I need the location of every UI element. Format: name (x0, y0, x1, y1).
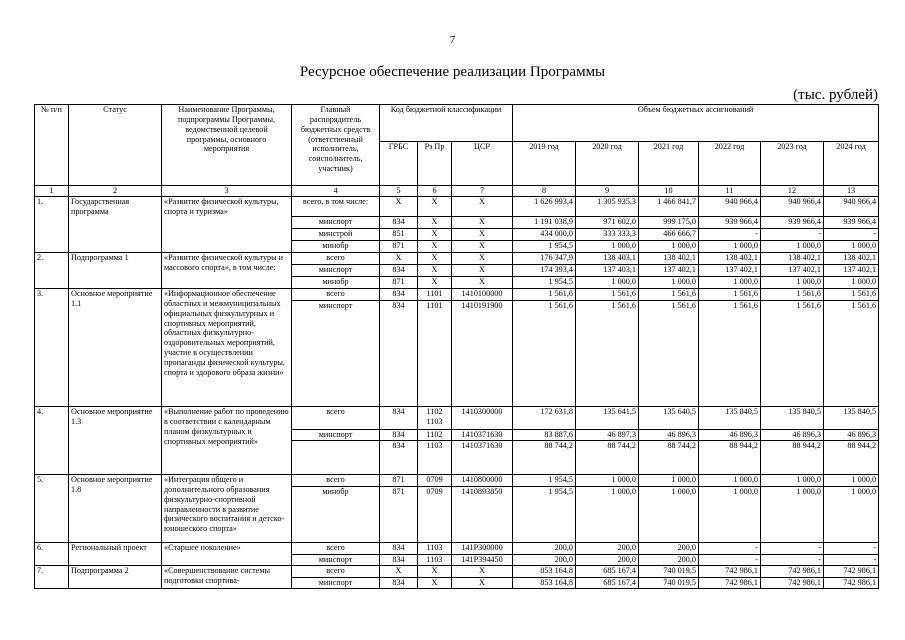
row-amount: 200,0 (513, 543, 576, 555)
column-number: 5 (380, 186, 418, 197)
row-amount: 1 561,6 (576, 289, 639, 301)
header-budget-code: Код бюджетной классификации (380, 105, 513, 142)
row-amount: 1 466 841,7 (639, 197, 699, 217)
row-amount: 137 403,1 (576, 265, 639, 277)
row-name: «Информационное обеспечение областных и межмуниципальных официальных физкультурных и спортивных мероприятий, областных физкультурно-оздоровительных мероприятий, участие в осуществлении пропаганды физической культуры, спорта и здорового образа жизни» (162, 289, 292, 407)
row-grbs: 834 (380, 543, 418, 555)
table-row (35, 407, 879, 430)
table-body (35, 197, 879, 589)
header-status: Статус (69, 105, 162, 186)
row-amount: 1 954,5 (513, 277, 576, 289)
row-number: 5. (35, 475, 69, 543)
row-amount: 1 561,6 (761, 301, 824, 407)
row-status: Основное мероприятие 1.8 (69, 475, 162, 543)
row-amount: 176 347,9 (513, 253, 576, 265)
row-amount: 135 640,5 (639, 407, 699, 430)
table-row (35, 289, 879, 301)
row-csr: X (452, 229, 513, 241)
row-amount: 46 896,3 (639, 430, 699, 441)
row-csr: 1410371630 (452, 430, 513, 441)
row-rzpr: X (418, 578, 452, 589)
row-rzpr: X (418, 265, 452, 277)
row-amount: 1 561,6 (824, 301, 879, 407)
row-status: Подпрограмма 1 (69, 253, 162, 289)
row-amount: 200,0 (639, 555, 699, 566)
row-amount: 88 944,2 (761, 441, 824, 475)
row-amount: 1 561,6 (824, 289, 879, 301)
row-amount: 1 000,0 (824, 277, 879, 289)
row-amount: 1 561,6 (761, 289, 824, 301)
document-title: Ресурсное обеспечение реализации Программы (299, 64, 606, 80)
row-executor: минспорт (292, 430, 380, 441)
row-amount: - (761, 555, 824, 566)
row-status: Государственная программа (69, 197, 162, 253)
row-number: 3. (35, 289, 69, 407)
row-executor: всего, в том числе: (292, 197, 380, 217)
row-status: Основное мероприятие 1.3 (69, 407, 162, 475)
row-amount: 333 333,3 (576, 229, 639, 241)
row-amount: 135 641,5 (576, 407, 639, 430)
row-grbs: X (380, 566, 418, 578)
row-csr: 1410371630 (452, 441, 513, 475)
row-amount: 742 986,1 (824, 578, 879, 589)
header-num: № п/п (35, 105, 69, 186)
row-amount: 1 954,5 (513, 475, 576, 487)
row-rzpr: 0709 (418, 487, 452, 543)
row-amount: - (824, 229, 879, 241)
header-rzpr: Рз Пр (418, 142, 452, 186)
row-grbs: 834 (380, 301, 418, 407)
column-number: 6 (418, 186, 452, 197)
row-amount: - (699, 555, 761, 566)
row-amount: 135 840,5 (699, 407, 761, 430)
row-grbs: X (380, 197, 418, 217)
column-number: 3 (162, 186, 292, 197)
header-year: 2024 год (824, 142, 879, 186)
table-row (35, 566, 879, 578)
row-amount: 1 000,0 (699, 475, 761, 487)
row-csr: X (452, 578, 513, 589)
row-amount: 135 840,5 (761, 407, 824, 430)
row-amount: 138 402,1 (699, 253, 761, 265)
row-executor: минспорт (292, 217, 380, 229)
row-amount: 137 402,1 (824, 265, 879, 277)
row-csr: 1410893850 (452, 487, 513, 543)
row-amount: 853 164,8 (513, 566, 576, 578)
row-amount: 1 000,0 (824, 487, 879, 543)
row-number: 2. (35, 253, 69, 289)
row-amount: 685 167,4 (576, 578, 639, 589)
column-number: 9 (576, 186, 639, 197)
row-amount: 1 561,6 (639, 289, 699, 301)
table-header (35, 105, 879, 197)
row-grbs: X (380, 253, 418, 265)
row-csr: X (452, 265, 513, 277)
resource-table (34, 104, 879, 589)
table-row (35, 253, 879, 265)
row-executor: всего (292, 475, 380, 487)
row-amount: 138 402,1 (824, 253, 879, 265)
row-amount: 88 744,2 (576, 441, 639, 475)
row-rzpr: 1101 (418, 289, 452, 301)
row-amount: 940 966,4 (824, 197, 879, 217)
column-number: 13 (824, 186, 879, 197)
row-amount: 83 887,6 (513, 430, 576, 441)
row-name: «Развитие физической культуры, спорта и туризма» (162, 197, 292, 253)
row-status: Региональный проект (69, 543, 162, 566)
row-csr: X (452, 241, 513, 253)
row-amount: 742 986,1 (699, 578, 761, 589)
row-number: 1. (35, 197, 69, 253)
row-amount: 971 602,0 (576, 217, 639, 229)
row-csr: X (452, 217, 513, 229)
row-amount: 742 986,1 (761, 578, 824, 589)
row-amount: - (761, 229, 824, 241)
row-amount: 1 000,0 (639, 277, 699, 289)
row-amount: 853 164,8 (513, 578, 576, 589)
row-csr: X (452, 566, 513, 578)
column-number: 11 (699, 186, 761, 197)
row-amount: 939 966,4 (824, 217, 879, 229)
row-amount: - (824, 555, 879, 566)
header-year: 2022 год (699, 142, 761, 186)
row-amount: 138 403,1 (576, 253, 639, 265)
row-amount: 46 896,3 (824, 430, 879, 441)
row-amount: 88 744,2 (513, 441, 576, 475)
row-csr: 1410100000 (452, 289, 513, 301)
row-csr: X (452, 253, 513, 265)
row-amount: 46 896,3 (699, 430, 761, 441)
row-amount: 88 744,2 (639, 441, 699, 475)
row-rzpr: X (418, 229, 452, 241)
table-row (35, 197, 879, 217)
row-amount: 740 019,5 (639, 566, 699, 578)
row-amount: 1 000,0 (761, 487, 824, 543)
column-number: 8 (513, 186, 576, 197)
row-amount: 88 944,2 (824, 441, 879, 475)
column-number: 4 (292, 186, 380, 197)
row-amount: 1 000,0 (699, 241, 761, 253)
row-amount: - (699, 543, 761, 555)
row-amount: 137 402,1 (639, 265, 699, 277)
column-number: 2 (69, 186, 162, 197)
row-amount: - (824, 543, 879, 555)
row-amount: 1 000,0 (761, 241, 824, 253)
row-amount: 200,0 (576, 555, 639, 566)
row-rzpr: 1101 (418, 301, 452, 407)
row-rzpr: X (418, 253, 452, 265)
row-number: 4. (35, 407, 69, 475)
row-executor: минобр (292, 277, 380, 289)
row-number: 6. (35, 543, 69, 566)
row-csr: X (452, 197, 513, 217)
header-year: 2019 год (513, 142, 576, 186)
row-amount: 138 402,1 (639, 253, 699, 265)
row-executor: минспорт (292, 578, 380, 589)
row-executor: минспорт (292, 265, 380, 277)
row-rzpr: 1102 (418, 430, 452, 441)
row-amount: 1 954,5 (513, 241, 576, 253)
row-amount: 200,0 (513, 555, 576, 566)
row-amount: 1 000,0 (576, 487, 639, 543)
row-executor: минстрой (292, 229, 380, 241)
row-rzpr: 0709 (418, 475, 452, 487)
row-grbs: 834 (380, 578, 418, 589)
row-rzpr: X (418, 566, 452, 578)
row-name: «Старшее поколение» (162, 543, 292, 566)
row-amount: 940 966,4 (699, 197, 761, 217)
row-amount: 1 561,6 (513, 301, 576, 407)
row-amount: 434 000,0 (513, 229, 576, 241)
row-grbs: 871 (380, 241, 418, 253)
row-grbs: 851 (380, 229, 418, 241)
row-grbs: 834 (380, 217, 418, 229)
row-amount: 740 019,5 (639, 578, 699, 589)
row-executor: всего (292, 407, 380, 430)
row-grbs: 871 (380, 487, 418, 543)
row-grbs: 871 (380, 277, 418, 289)
row-amount: 1 000,0 (761, 475, 824, 487)
header-csr: ЦСР (452, 142, 513, 186)
row-name: «Совершенствование системы подготовки спортива- (162, 566, 292, 589)
row-amount: 1 000,0 (576, 241, 639, 253)
header-name: Наименование Программы, подпрограммы Программы, ведомственной целевой программы, основного мероприятия (162, 105, 292, 186)
row-amount: 1 000,0 (699, 487, 761, 543)
row-csr: 141P300000 (452, 543, 513, 555)
units-label: (тыс. рублей) (793, 87, 878, 103)
column-number: 7 (452, 186, 513, 197)
row-executor (292, 441, 380, 475)
row-name: «Развитие физической культуры и массового спорта», в том числе: (162, 253, 292, 289)
row-amount: 46 897,3 (576, 430, 639, 441)
row-amount: 1 561,6 (576, 301, 639, 407)
row-amount: 1 561,6 (639, 301, 699, 407)
row-amount: 200,0 (576, 543, 639, 555)
row-amount: 999 175,0 (639, 217, 699, 229)
row-name: «Интеграция общего и дополнительного образования физкультурно-спортивной направленности в развитие физического воспитания и детско-юношеского спорта» (162, 475, 292, 543)
row-csr: 1410300000 (452, 407, 513, 430)
row-amount: 1 305 935,3 (576, 197, 639, 217)
row-amount: 1 000,0 (639, 487, 699, 543)
row-amount: 1 000,0 (639, 241, 699, 253)
row-amount: - (699, 229, 761, 241)
row-status: Основное мероприятие 1.1 (69, 289, 162, 407)
row-amount: 1 000,0 (576, 277, 639, 289)
row-executor: минобр (292, 487, 380, 543)
row-amount: 466 666,7 (639, 229, 699, 241)
row-amount: 1 000,0 (699, 277, 761, 289)
row-amount: 1 000,0 (824, 241, 879, 253)
column-number-row (35, 186, 879, 197)
row-executor: минспорт (292, 555, 380, 566)
row-csr: 1410800000 (452, 475, 513, 487)
row-amount: 1 561,6 (513, 289, 576, 301)
row-grbs: 834 (380, 555, 418, 566)
row-amount: 1 000,0 (824, 475, 879, 487)
row-amount: 1 191 038,9 (513, 217, 576, 229)
row-amount: 135 840,5 (824, 407, 879, 430)
row-amount: 939 966,4 (699, 217, 761, 229)
row-number: 7. (35, 566, 69, 589)
row-grbs: 834 (380, 430, 418, 441)
row-grbs: 871 (380, 475, 418, 487)
row-executor: всего (292, 253, 380, 265)
row-amount: 46 896,3 (761, 430, 824, 441)
row-amount: 137 402,1 (699, 265, 761, 277)
column-number: 1 (35, 186, 69, 197)
row-amount: 742 986,1 (761, 566, 824, 578)
row-executor: всего (292, 543, 380, 555)
row-amount: 200,0 (639, 543, 699, 555)
column-number: 10 (639, 186, 699, 197)
row-amount: 174 393,4 (513, 265, 576, 277)
row-amount: 742 986,1 (824, 566, 879, 578)
row-amount: 137 402,1 (761, 265, 824, 277)
row-grbs: 834 (380, 265, 418, 277)
row-amount: 1 626 993,4 (513, 197, 576, 217)
row-amount: - (761, 543, 824, 555)
row-status: Подпрограмма 2 (69, 566, 162, 589)
header-executor: Главный распорядитель бюджетных средств (ответственный исполнитель, соисполнитель, участник) (292, 105, 380, 186)
row-rzpr: X (418, 217, 452, 229)
table-row (35, 543, 879, 555)
header-year: 2020 год (576, 142, 639, 186)
row-rzpr: 1103 (418, 543, 452, 555)
column-number: 12 (761, 186, 824, 197)
row-amount: 1 000,0 (639, 475, 699, 487)
row-csr: 141P394450 (452, 555, 513, 566)
header-year: 2023 год (761, 142, 824, 186)
row-amount: 685 167,4 (576, 566, 639, 578)
row-amount: 1 561,6 (699, 289, 761, 301)
header-grbs: ГРБС (380, 142, 418, 186)
row-rzpr: X (418, 277, 452, 289)
row-rzpr: X (418, 197, 452, 217)
row-amount: 939 966,4 (761, 217, 824, 229)
row-amount: 88 944,2 (699, 441, 761, 475)
row-executor: минобр (292, 241, 380, 253)
row-name: «Выполнение работ по проведению в соответствии с календарным планом физкультурных и спортивных мероприятий» (162, 407, 292, 475)
row-executor: минспорт (292, 301, 380, 407)
row-amount: 1 000,0 (576, 475, 639, 487)
row-rzpr: 1102 1103 (418, 407, 452, 430)
row-rzpr: 1103 (418, 555, 452, 566)
table-row (35, 475, 879, 487)
row-csr: 1410191900 (452, 301, 513, 407)
row-amount: 1 561,6 (699, 301, 761, 407)
row-amount: 172 631,8 (513, 407, 576, 430)
header-volume: Объем бюджетных ассигнований (513, 105, 879, 142)
row-executor: всего (292, 289, 380, 301)
row-rzpr: 1103 (418, 441, 452, 475)
row-amount: 1 954,5 (513, 487, 576, 543)
row-grbs: 834 (380, 407, 418, 430)
row-amount: 742 986,1 (699, 566, 761, 578)
row-grbs: 834 (380, 441, 418, 475)
page-number: 7 (449, 34, 456, 46)
row-executor: всего (292, 566, 380, 578)
row-amount: 1 000,0 (761, 277, 824, 289)
header-year: 2021 год (639, 142, 699, 186)
row-grbs: 834 (380, 289, 418, 301)
row-amount: 138 402,1 (761, 253, 824, 265)
row-rzpr: X (418, 241, 452, 253)
row-amount: 940 966,4 (761, 197, 824, 217)
row-csr: X (452, 277, 513, 289)
